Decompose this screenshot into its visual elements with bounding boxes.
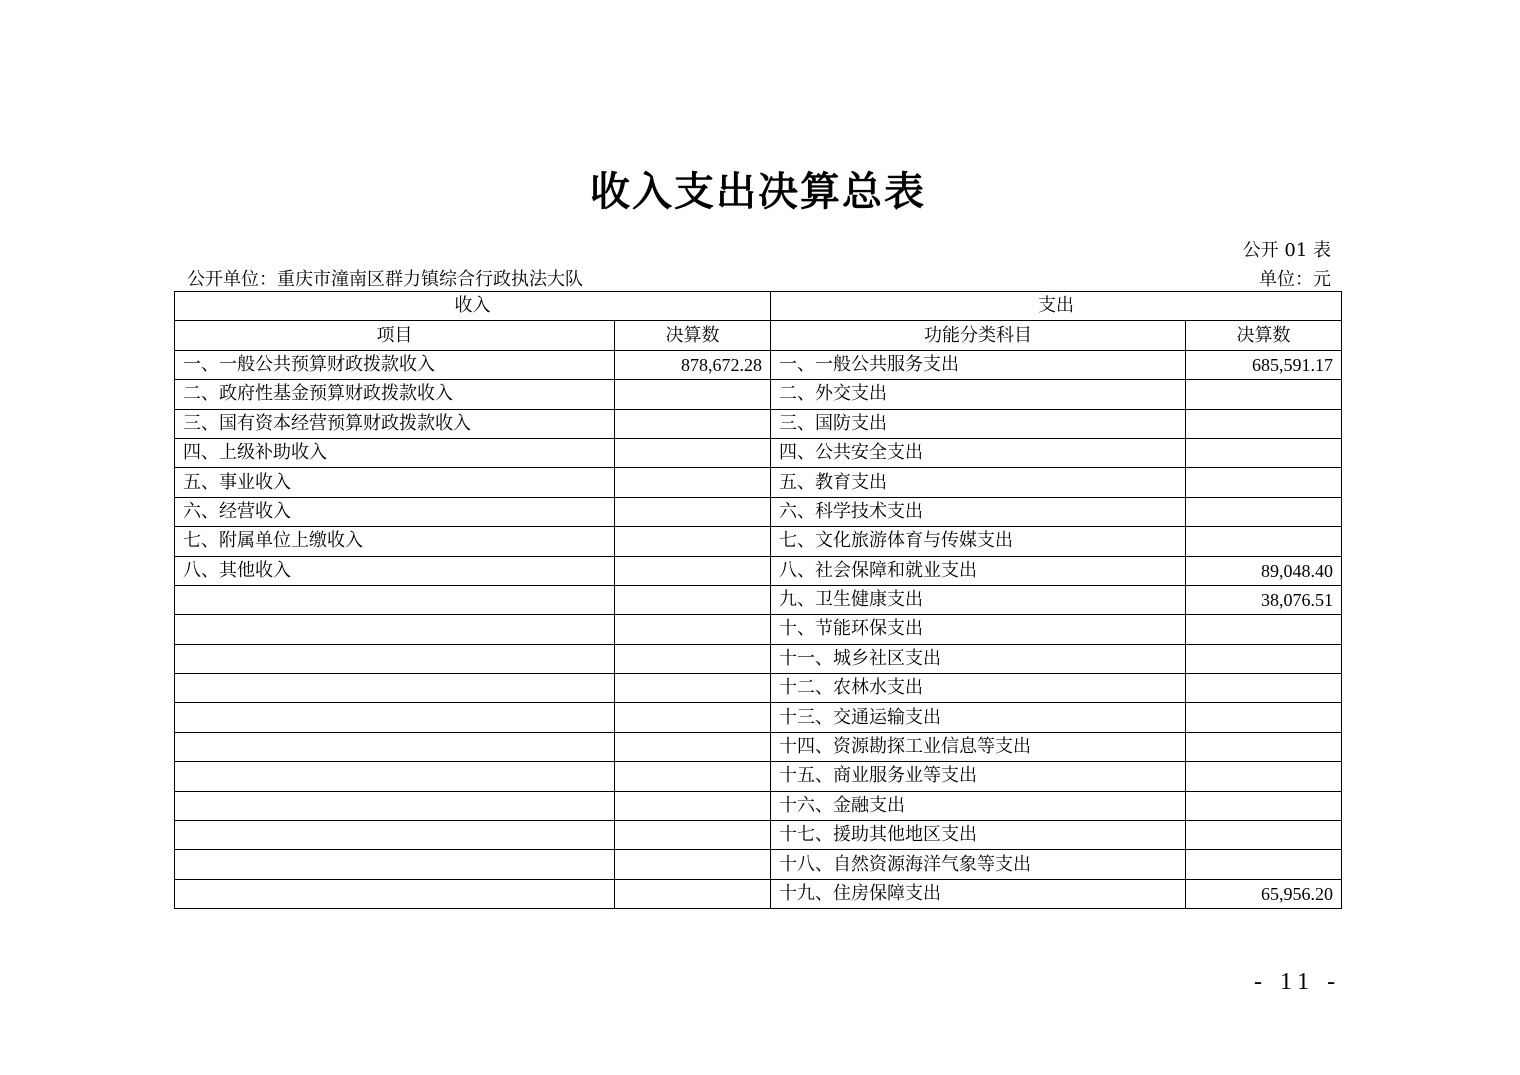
table-row: [175, 762, 1342, 791]
table-row: [175, 850, 1342, 879]
table-row: [175, 644, 1342, 673]
table-row: [175, 585, 1342, 614]
expenditure-amount-cell: [1186, 615, 1342, 644]
expenditure-amount-cell: [1186, 674, 1342, 703]
table-row: [175, 703, 1342, 732]
income-item-cell: [175, 850, 615, 879]
expenditure-amount-cell: [1186, 850, 1342, 879]
expenditure-item-cell: 九、卫生健康支出: [771, 585, 1186, 614]
income-amount-cell: [615, 703, 771, 732]
income-item-cell: 四、上级补助收入: [175, 438, 615, 467]
reporting-unit: 公开单位：重庆市潼南区群力镇综合行政执法大队: [187, 269, 583, 290]
table-row: [175, 409, 1342, 438]
expenditure-amount-cell: [1186, 409, 1342, 438]
income-item-cell: 一、一般公共预算财政拨款收入: [175, 350, 615, 379]
expenditure-item-cell: 十三、交通运输支出: [771, 703, 1186, 732]
income-amount-cell: [615, 644, 771, 673]
expenditure-item-cell: 七、文化旅游体育与传媒支出: [771, 527, 1186, 556]
income-item-cell: [175, 821, 615, 850]
income-item-cell: 五、事业收入: [175, 468, 615, 497]
table-row: [175, 380, 1342, 409]
income-item-cell: [175, 644, 615, 673]
income-item-cell: [175, 615, 615, 644]
income-amount-cell: 878,672.28: [615, 350, 771, 379]
table-row: [175, 468, 1342, 497]
expenditure-item-cell: 十九、住房保障支出: [771, 879, 1186, 908]
expenditure-amount-cell: [1186, 380, 1342, 409]
table-row: [175, 497, 1342, 526]
expenditure-item-cell: 十四、资源勘探工业信息等支出: [771, 732, 1186, 761]
expenditure-item-cell: 五、教育支出: [771, 468, 1186, 497]
income-amount-cell: [615, 762, 771, 791]
income-amount-cell: [615, 497, 771, 526]
expenditure-amount-cell: 89,048.40: [1186, 556, 1342, 585]
table-row: [175, 615, 1342, 644]
income-amount-cell: [615, 380, 771, 409]
expenditure-amount-cell: [1186, 762, 1342, 791]
expenditure-item-cell: 二、外交支出: [771, 380, 1186, 409]
expenditure-amount-cell: [1186, 497, 1342, 526]
expenditure-item-cell: 四、公共安全支出: [771, 438, 1186, 467]
income-item-cell: [175, 585, 615, 614]
income-item-cell: 八、其他收入: [175, 556, 615, 585]
expenditure-item-cell: 八、社会保障和就业支出: [771, 556, 1186, 585]
expenditure-item-cell: 十六、金融支出: [771, 791, 1186, 820]
expenditure-amount-header: 决算数: [1186, 321, 1342, 350]
income-item-cell: [175, 762, 615, 791]
income-amount-cell: [615, 821, 771, 850]
table-column-header-row: [175, 321, 1342, 350]
expenditure-item-cell: 十七、援助其他地区支出: [771, 821, 1186, 850]
income-amount-cell: [615, 791, 771, 820]
expenditure-item-cell: 十五、商业服务业等支出: [771, 762, 1186, 791]
expenditure-group-header: 支出: [771, 292, 1342, 321]
table-group-header-row: [175, 292, 1342, 321]
table-body: [175, 350, 1342, 908]
expenditure-amount-cell: [1186, 821, 1342, 850]
table-row: [175, 527, 1342, 556]
expenditure-item-cell: 十一、城乡社区支出: [771, 644, 1186, 673]
expenditure-item-header: 功能分类科目: [771, 321, 1186, 350]
expenditure-amount-cell: [1186, 732, 1342, 761]
income-group-header: 收入: [175, 292, 771, 321]
expenditure-amount-cell: [1186, 438, 1342, 467]
income-amount-cell: [615, 409, 771, 438]
income-amount-cell: [615, 438, 771, 467]
income-amount-cell: [615, 732, 771, 761]
income-item-cell: [175, 732, 615, 761]
expenditure-item-cell: 十二、农林水支出: [771, 674, 1186, 703]
income-amount-cell: [615, 674, 771, 703]
income-amount-cell: [615, 556, 771, 585]
table-row: [175, 674, 1342, 703]
currency-unit: 单位：元: [1259, 269, 1331, 290]
expenditure-amount-cell: 38,076.51: [1186, 585, 1342, 614]
income-item-cell: [175, 791, 615, 820]
table-row: [175, 556, 1342, 585]
income-amount-cell: [615, 879, 771, 908]
form-code: 公开 01 表: [1242, 240, 1331, 261]
table-row: [175, 821, 1342, 850]
income-amount-cell: [615, 468, 771, 497]
table-row: [175, 438, 1342, 467]
income-item-cell: 六、经营收入: [175, 497, 615, 526]
expenditure-amount-cell: 65,956.20: [1186, 879, 1342, 908]
expenditure-item-cell: 三、国防支出: [771, 409, 1186, 438]
table-row: [175, 732, 1342, 761]
income-item-cell: [175, 879, 615, 908]
expenditure-amount-cell: [1186, 791, 1342, 820]
expenditure-item-cell: 十八、自然资源海洋气象等支出: [771, 850, 1186, 879]
income-item-cell: [175, 674, 615, 703]
page-title: 收入支出决算总表: [590, 168, 926, 215]
expenditure-item-cell: 十、节能环保支出: [771, 615, 1186, 644]
income-amount-cell: [615, 850, 771, 879]
expenditure-amount-cell: [1186, 703, 1342, 732]
income-amount-cell: [615, 585, 771, 614]
expenditure-amount-cell: [1186, 468, 1342, 497]
income-amount-cell: [615, 527, 771, 556]
income-item-header: 项目: [175, 321, 615, 350]
income-amount-header: 决算数: [615, 321, 771, 350]
income-item-cell: 三、国有资本经营预算财政拨款收入: [175, 409, 615, 438]
expenditure-amount-cell: [1186, 527, 1342, 556]
income-expenditure-table: [174, 291, 1342, 909]
income-item-cell: 七、附属单位上缴收入: [175, 527, 615, 556]
income-amount-cell: [615, 615, 771, 644]
table-row: [175, 350, 1342, 379]
income-item-cell: [175, 703, 615, 732]
expenditure-amount-cell: [1186, 644, 1342, 673]
expenditure-item-cell: 一、一般公共服务支出: [771, 350, 1186, 379]
table-row: [175, 791, 1342, 820]
table-row: [175, 879, 1342, 908]
expenditure-item-cell: 六、科学技术支出: [771, 497, 1186, 526]
expenditure-amount-cell: 685,591.17: [1186, 350, 1342, 379]
page-number: - 11 -: [1254, 969, 1342, 995]
income-item-cell: 二、政府性基金预算财政拨款收入: [175, 380, 615, 409]
